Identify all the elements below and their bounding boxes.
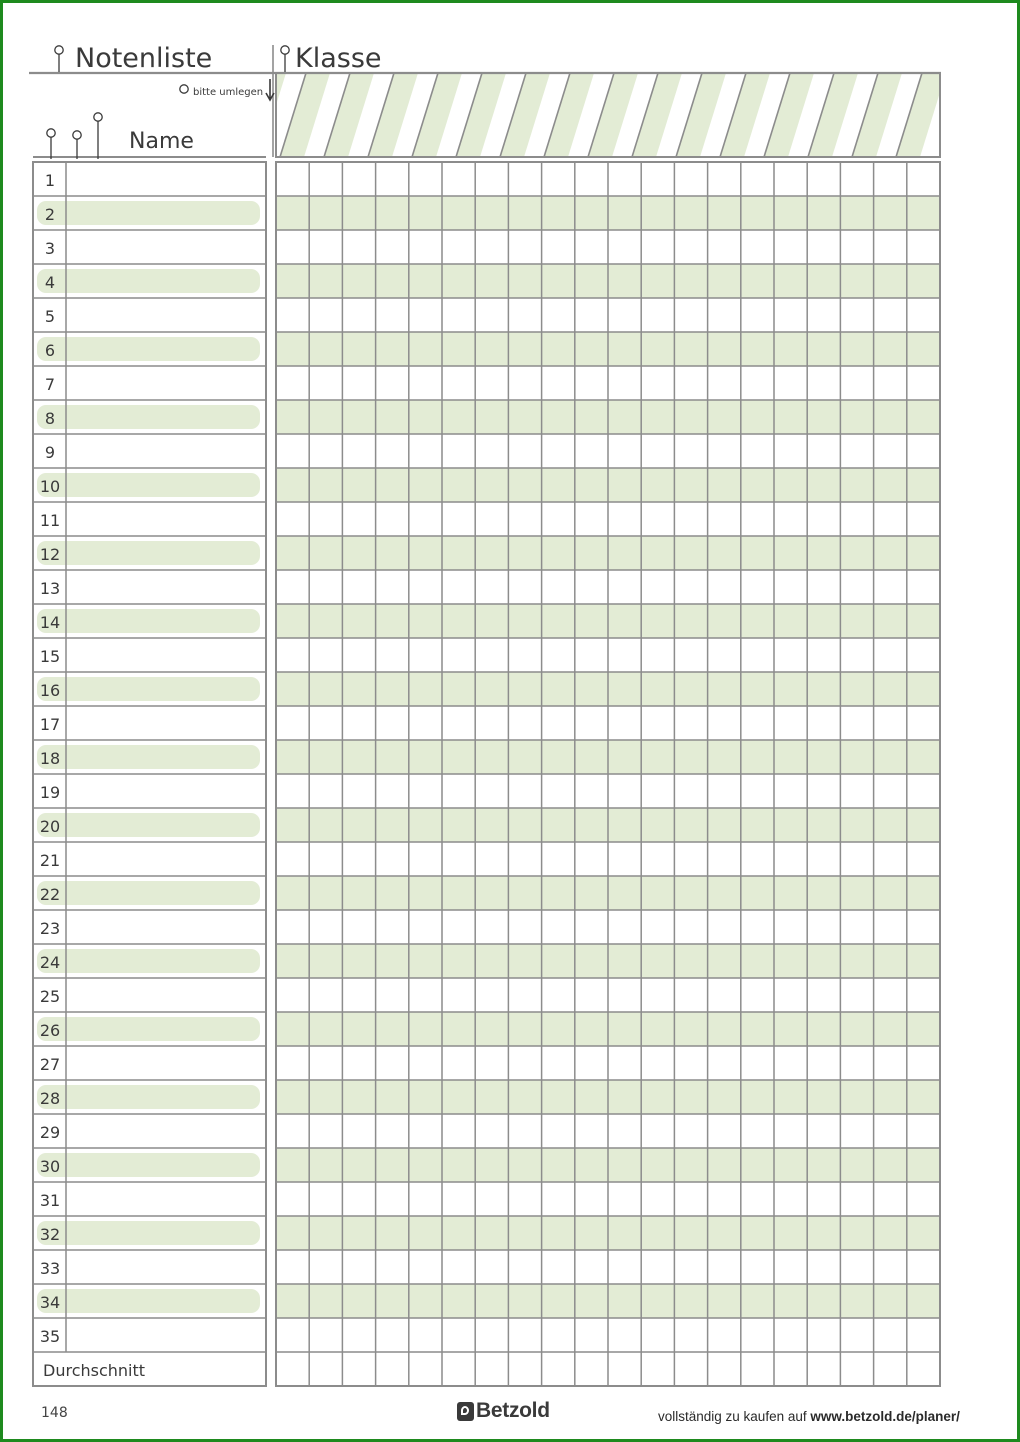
- purchase-link[interactable]: www.betzold.de/planer/: [810, 1409, 960, 1424]
- row-number: 8: [44, 409, 56, 428]
- name-row-stripe: [37, 1153, 260, 1177]
- pin-icon: [281, 46, 289, 54]
- row-number: 12: [39, 545, 61, 564]
- row-number: 18: [39, 749, 61, 768]
- row-number: 26: [39, 1021, 61, 1040]
- row-number: 2: [44, 205, 56, 224]
- row-number: 14: [39, 613, 61, 632]
- name-row-stripe: [37, 1017, 260, 1041]
- row-number: 15: [39, 647, 61, 666]
- name-row-stripe: [37, 881, 260, 905]
- row-number: 27: [39, 1055, 61, 1074]
- row-number: 5: [44, 307, 56, 326]
- row-number: 13: [39, 579, 61, 598]
- purchase-prefix: vollständig zu kaufen auf: [658, 1409, 807, 1424]
- class-label: Klasse: [295, 43, 382, 74]
- header-stripe: [544, 73, 594, 157]
- header-diagonal: [940, 73, 966, 157]
- row-number: 16: [39, 681, 61, 700]
- row-number: 11: [39, 511, 61, 530]
- name-row-stripe: [37, 1085, 260, 1109]
- row-number: 29: [39, 1123, 61, 1142]
- name-row-stripe: [37, 337, 260, 361]
- betzold-logo-icon: [457, 1402, 474, 1421]
- name-row-stripe: [37, 1289, 260, 1313]
- row-number: 9: [44, 443, 56, 462]
- header-diagonal: [236, 73, 262, 157]
- page-number: 148: [41, 1405, 68, 1421]
- row-number: 33: [39, 1259, 61, 1278]
- name-row-stripe: [37, 541, 260, 565]
- name-row-stripe: [37, 677, 260, 701]
- row-number: 35: [39, 1327, 61, 1346]
- row-number: 4: [44, 273, 56, 292]
- class-header-stripes: [236, 73, 990, 157]
- row-number: 24: [39, 953, 61, 972]
- header-stripe: [896, 73, 946, 157]
- pin-icon: [73, 131, 81, 139]
- row-number: 25: [39, 987, 61, 1006]
- name-row-stripe: [37, 269, 260, 293]
- name-row-stripe: [37, 201, 260, 225]
- header-stripe: [412, 73, 462, 157]
- brand-logo: [457, 1399, 550, 1423]
- row-number: 30: [39, 1157, 61, 1176]
- header-stripe: [852, 73, 902, 157]
- header-stripe: [632, 73, 682, 157]
- pin-icon: [94, 113, 102, 121]
- average-label: Durchschnitt: [43, 1361, 146, 1380]
- header-stripe: [324, 73, 374, 157]
- row-stripes: [37, 196, 940, 1318]
- grade-grid: [29, 45, 941, 1386]
- row-number: 21: [39, 851, 61, 870]
- pin-icon: [47, 129, 55, 137]
- header-stripe: [236, 73, 286, 157]
- header-stripe: [808, 73, 858, 157]
- page-title: Notenliste: [75, 43, 213, 74]
- pin-icon: [55, 46, 63, 54]
- purchase-note: [658, 1409, 960, 1424]
- grade-sheet: [3, 3, 1020, 1442]
- row-number: 10: [39, 477, 61, 496]
- row-number: 6: [44, 341, 56, 360]
- name-column-header: Name: [129, 129, 194, 154]
- header-stripe: [588, 73, 638, 157]
- row-number: 20: [39, 817, 61, 836]
- row-number: 23: [39, 919, 61, 938]
- row-number: 7: [44, 375, 56, 394]
- row-number: 34: [39, 1293, 61, 1312]
- row-number: 1: [44, 171, 56, 190]
- name-row-stripe: [37, 1221, 260, 1245]
- header-stripe: [368, 73, 418, 157]
- row-number: 3: [44, 239, 56, 258]
- row-number: 28: [39, 1089, 61, 1108]
- header-stripe: [500, 73, 550, 157]
- name-row-stripe: [37, 813, 260, 837]
- row-number: 31: [39, 1191, 61, 1210]
- header-stripe: [676, 73, 726, 157]
- name-row-stripe: [37, 405, 260, 429]
- pin-icon: [180, 85, 188, 93]
- header-stripe: [720, 73, 770, 157]
- name-row-stripe: [37, 609, 260, 633]
- name-row-stripe: [37, 949, 260, 973]
- row-number: 19: [39, 783, 61, 802]
- header-stripe: [280, 73, 330, 157]
- header-stripe: [940, 73, 990, 157]
- header-stripe: [456, 73, 506, 157]
- name-row-stripe: [37, 745, 260, 769]
- fold-hint: bitte umlegen: [193, 87, 264, 98]
- row-number: 32: [39, 1225, 61, 1244]
- header-stripe: [764, 73, 814, 157]
- diagonal-stripe-group: [236, 73, 990, 157]
- row-number: 17: [39, 715, 61, 734]
- brand-name: Betzold: [476, 1399, 550, 1422]
- row-number: 22: [39, 885, 61, 904]
- name-row-stripe: [37, 473, 260, 497]
